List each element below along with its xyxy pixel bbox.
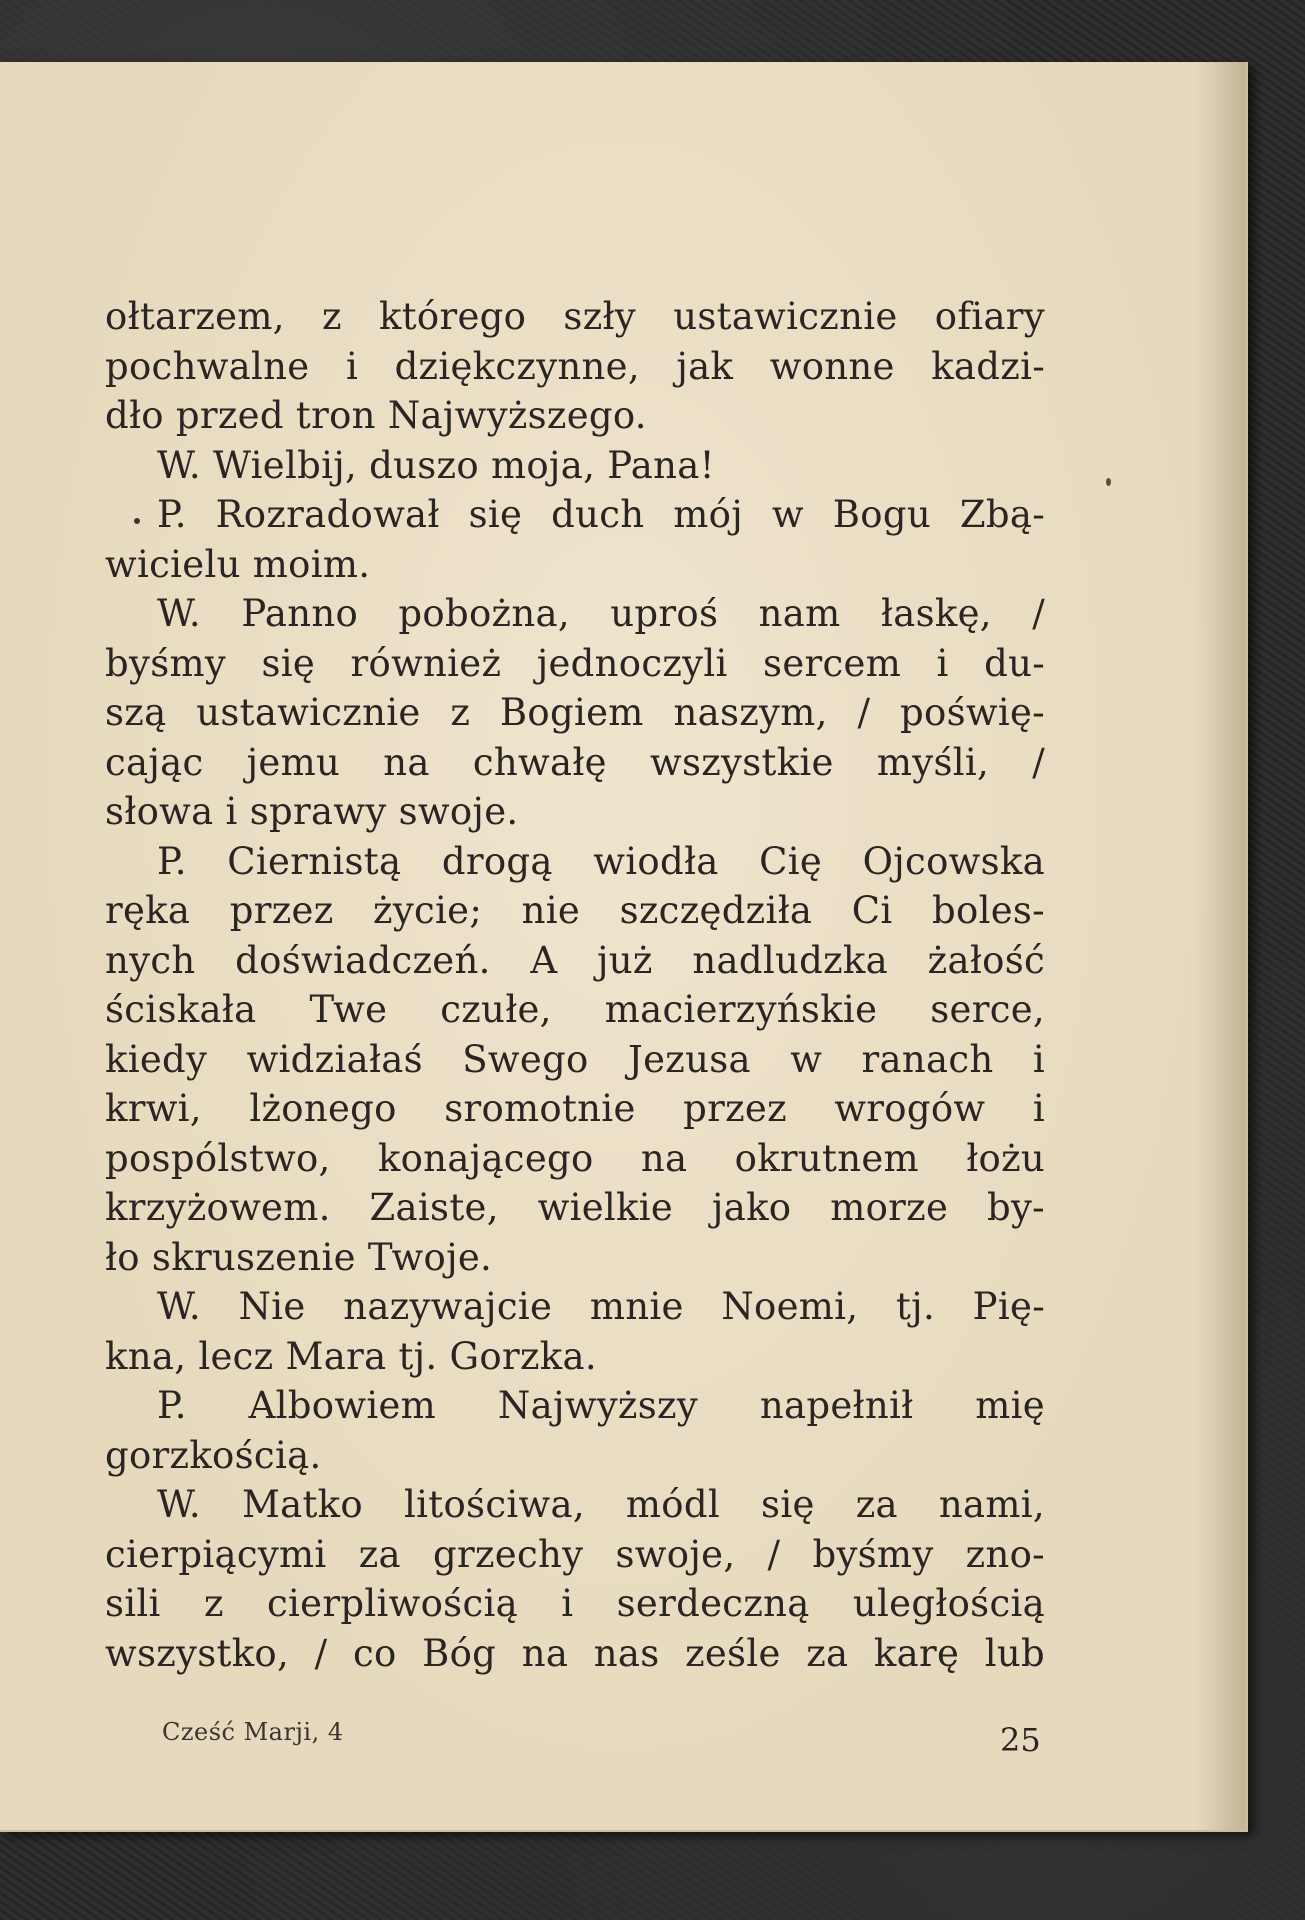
text-line: kna, lecz Mara tj. Gorzka. xyxy=(105,1334,597,1378)
text-line: krwi, lżonego sromotnie przez wrogów i xyxy=(105,1087,1045,1130)
text-line: W. Wielbij, duszo moja, Pana! xyxy=(157,443,715,487)
page-text xyxy=(105,292,1045,1678)
text-line: P. Albowiem Najwyższy napełnił mię xyxy=(157,1384,1045,1427)
text-line: wszystko, / co Bóg na nas ześle za karę lub xyxy=(105,1631,1045,1675)
text-line: sili z cierpliwością i serdeczną uległością xyxy=(105,1582,1045,1625)
printer-signature: Cześć Marji, 4 xyxy=(162,1718,344,1746)
text-line: cając jemu na chwałę wszystkie myśli, / xyxy=(105,740,1045,784)
text-line: byśmy się również jednoczyli sercem i du- xyxy=(105,641,1045,685)
text-line: pospólstwo, konającego na okrutnem łożu xyxy=(105,1136,1045,1180)
text-line: ołtarzem, z którego szły ustawicznie ofiary xyxy=(105,295,1045,338)
text-line: krzyżowem. Zaiste, wielkie jako morze by- xyxy=(105,1186,1045,1229)
text-line: pochwalne i dziękczynne, jak wonne kadzi- xyxy=(105,344,1045,388)
book-page xyxy=(0,62,1248,1832)
text-line: nych doświadczeń. A już nadludzka żałość xyxy=(105,938,1045,982)
text-line: szą ustawicznie z Bogiem naszym, / poświę- xyxy=(105,691,1045,734)
text-line: P. Rozradował się duch mój w Bogu Zbą- xyxy=(157,493,1045,536)
text-line: kiedy widziałaś Swego Jezusa w ranach i xyxy=(105,1037,1045,1081)
text-line: P. Ciernistą drogą wiodła Cię Ojcowska xyxy=(157,839,1045,883)
text-line: W. Nie nazywajcie mnie Noemi, tj. Pię- xyxy=(157,1285,1045,1328)
text-line: cierpiącymi za grzechy swoje, / byśmy zno- xyxy=(105,1532,1045,1576)
text-line: W. Matko litościwa, módl się za nami, xyxy=(157,1483,1045,1526)
text-line: słowa i sprawy swoje. xyxy=(105,790,519,833)
text-line: ściskała Twe czułe, macierzyńskie serce, xyxy=(105,988,1045,1031)
text-line: wicielu moim. xyxy=(105,542,371,586)
text-line: ło skruszenie Twoje. xyxy=(105,1235,493,1279)
text-line: ręka przez życie; nie szczędziła Ci boles- xyxy=(105,889,1045,932)
text-line: gorzkością. xyxy=(105,1433,322,1477)
text-line: dło przed tron Najwyższego. xyxy=(105,394,647,437)
page-number: 25 xyxy=(1000,1721,1041,1759)
text-line: W. Panno pobożna, uproś nam łaskę, / xyxy=(157,592,1045,635)
ink-speck xyxy=(1106,478,1111,486)
